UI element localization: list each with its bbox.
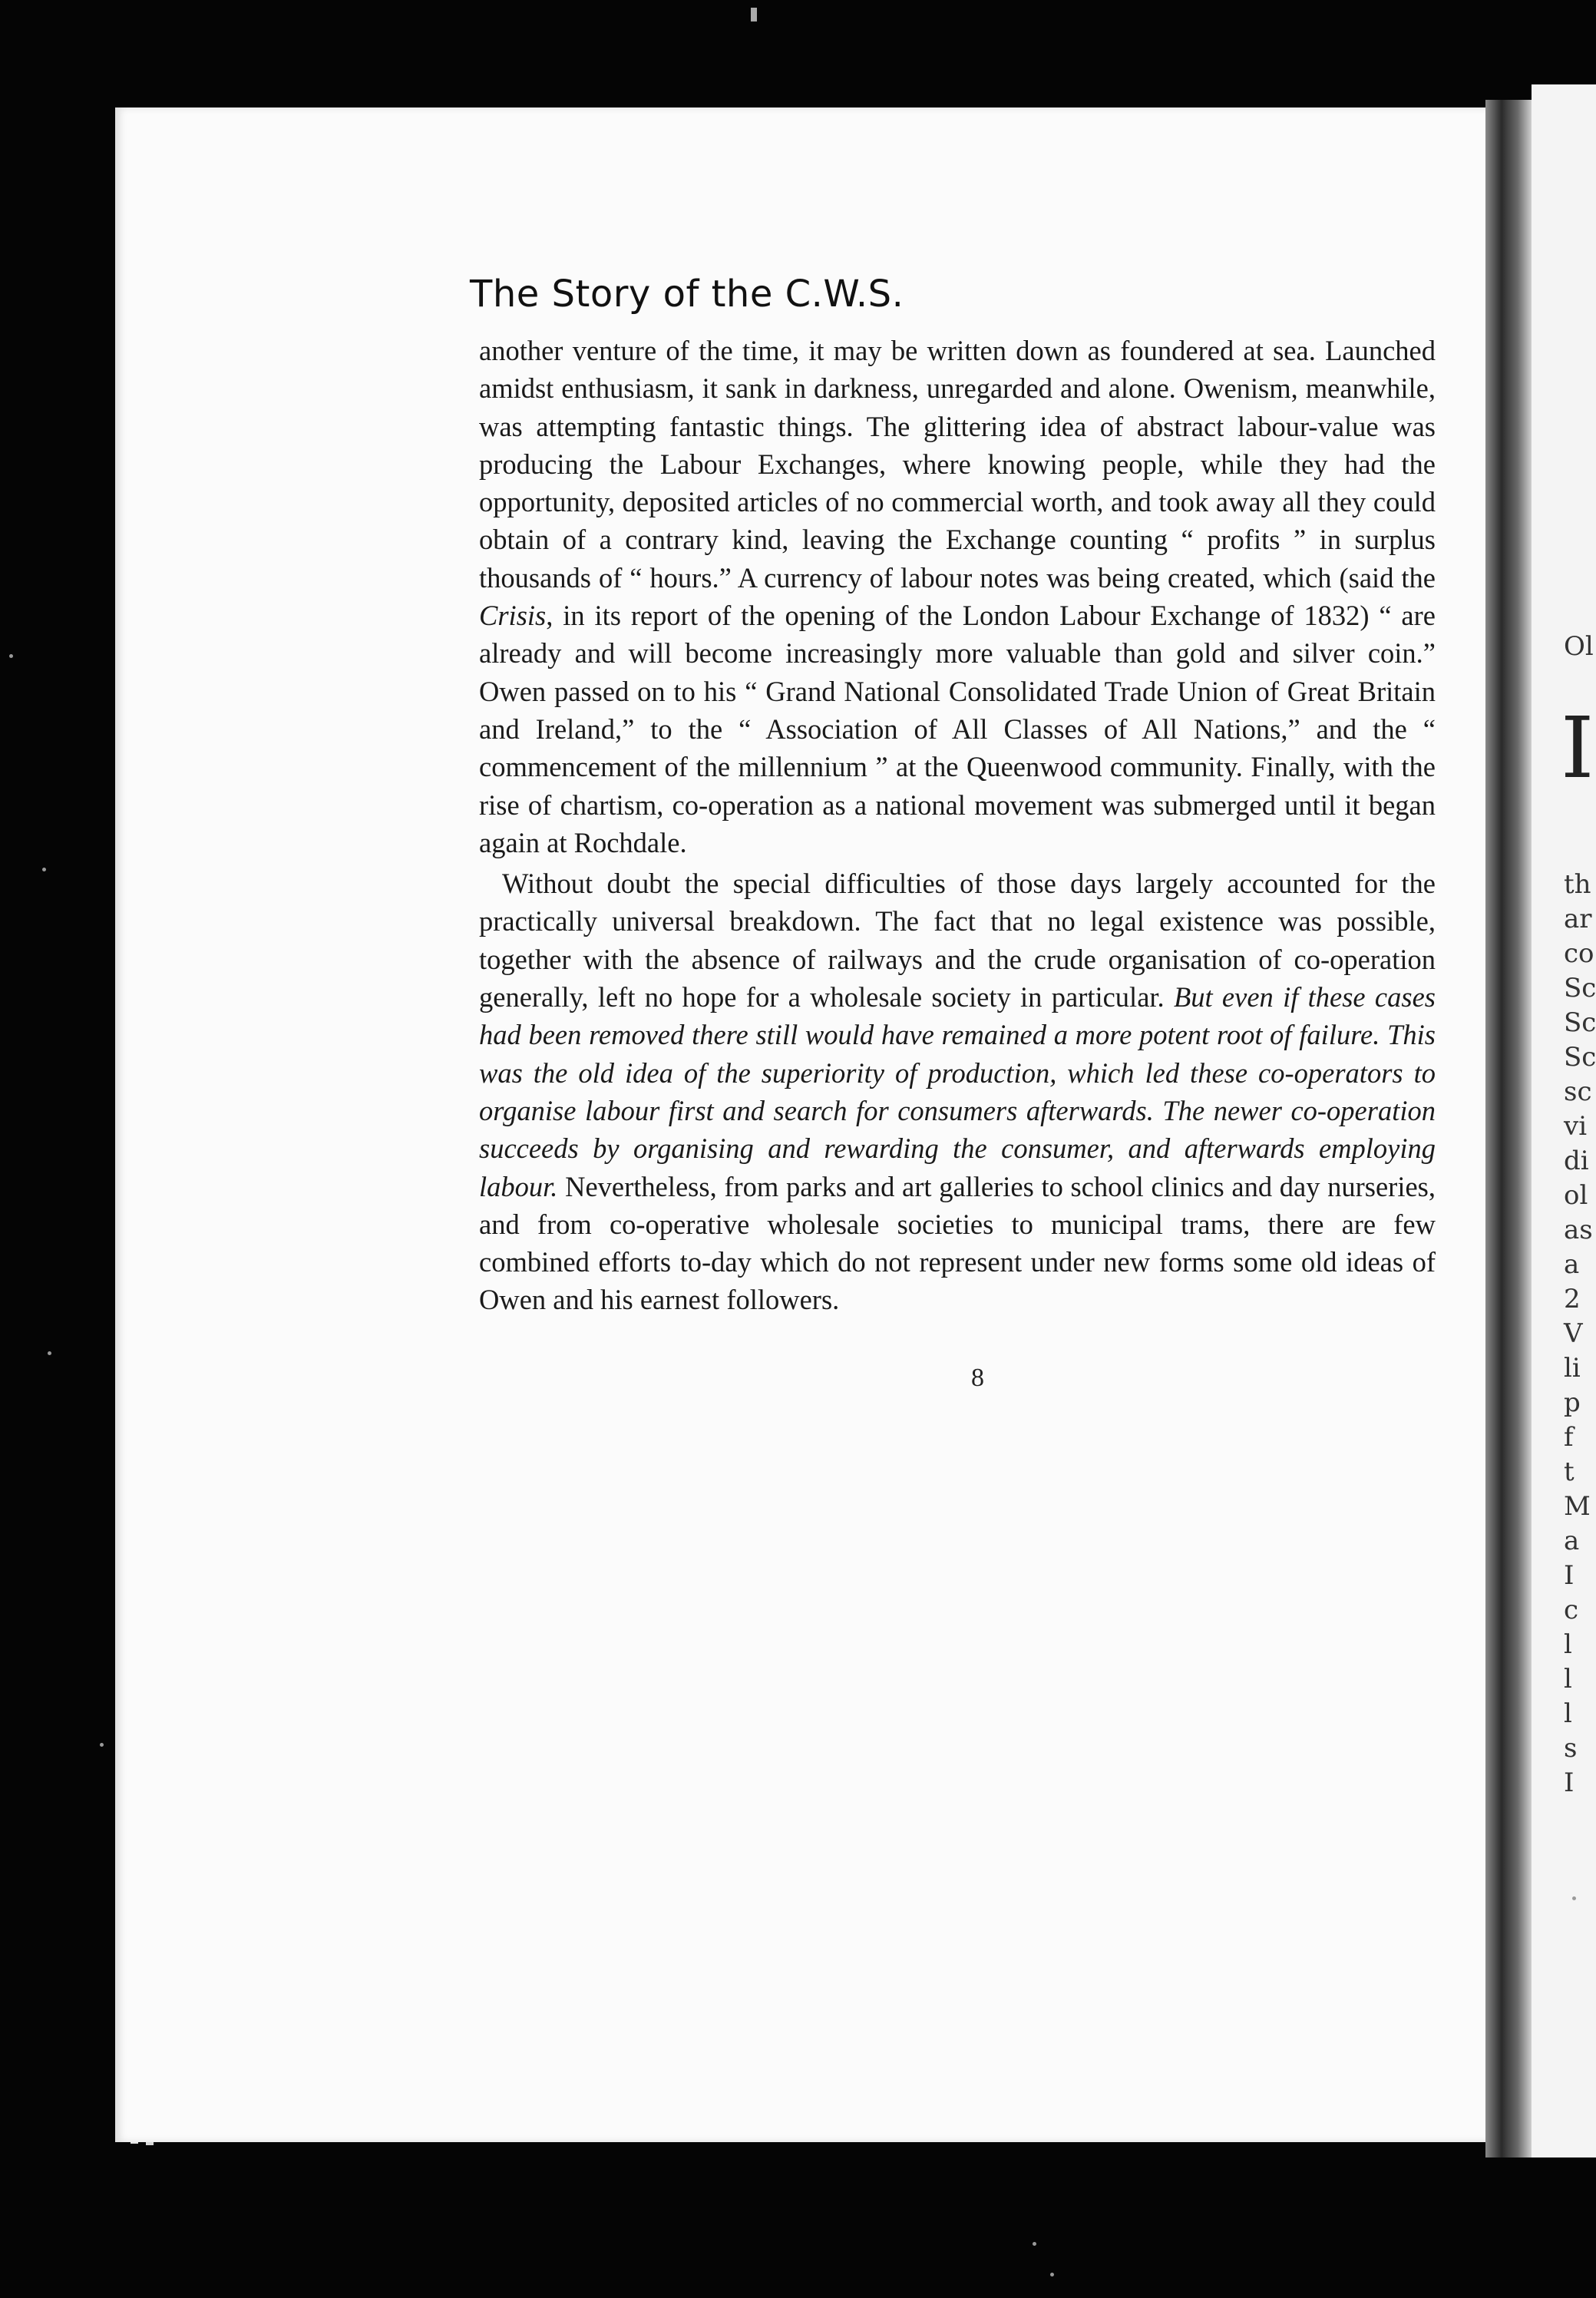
italic-text-run: But even if these cases had been removed there still would have remained a more potent root of failure. This was the old idea of the superiority of production, which led these co-operators to organise labour first and search for consumers afterwards. The newer co-operation succeeds by organising and rewarding the consumer, and afterwards employing labour.: [479, 981, 1436, 1202]
facing-line-fragment: t: [1564, 1457, 1575, 1487]
facing-line-fragment: ar: [1564, 904, 1592, 934]
facing-line-fragment: co: [1564, 938, 1594, 969]
italic-text-run: Crisis: [479, 600, 547, 632]
facing-line-fragment: Sc: [1564, 1042, 1596, 1073]
running-head: The Story of the C.W.S.: [470, 273, 904, 316]
facing-line-fragment: s: [1564, 1733, 1578, 1764]
facing-line-fragment: a: [1564, 1249, 1580, 1280]
facing-line-fragment: a: [1564, 1526, 1580, 1556]
body-text: [479, 332, 1436, 1319]
facing-line-fragment: Sc: [1564, 973, 1596, 1004]
facing-line-fragment: l: [1564, 1698, 1572, 1729]
facing-line-fragment: Sc: [1564, 1007, 1596, 1038]
text-run: Without doubt the special difficulties of those days largely accounted for the practically universal breakdown. The fact that no legal existence was possible, together with the absence of railways and the crude organisation of co-operation generally, left no hope for a wholesale society in particular.: [479, 868, 1436, 1013]
facing-line-fragment: l: [1564, 1664, 1572, 1695]
facing-line-fragment: vi: [1564, 1111, 1588, 1142]
facing-line-fragment: p: [1564, 1387, 1581, 1418]
facing-line-fragment: M: [1564, 1491, 1591, 1522]
facing-line-fragment: th: [1564, 869, 1591, 900]
page-number: 8: [971, 1364, 984, 1392]
facing-drop-initial: I: [1561, 699, 1594, 797]
text-run: , in its report of the opening of the London Labour Exchange of 1832) “ are already and will become increasingly more valuable than gold and silver coin.” Owen passed on to his “ Grand National Consolidated Trade Union of Great Britain and Ireland,” to the “ Association of All Classes of All Nations,” and the “ commencement of the millennium ” at the Queenwood community. Finally, with the rise of chartism, co-operation as a national movement was submerged until it began again at Rochdale.: [479, 600, 1436, 858]
dust-speck: [42, 868, 46, 871]
facing-line-fragment: sc: [1564, 1076, 1592, 1107]
facing-line-fragment: I: [1564, 1560, 1575, 1591]
dust-speck: [9, 654, 13, 658]
body-paragraph: [479, 332, 1436, 861]
facing-line-fragment: 2: [1564, 1284, 1581, 1314]
dust-speck: [48, 1351, 51, 1355]
facing-line-fragment: V: [1564, 1318, 1583, 1349]
book-gutter: [1485, 100, 1532, 2157]
facing-line-fragment: f: [1564, 1422, 1574, 1453]
text-run: Nevertheless, from parks and art galleries to school clinics and day nurseries, and from co-operative wholesale societies to municipal trams, there are few combined efforts to-day which do not represent under new forms some old ideas of Owen and his earnest followers.: [479, 1170, 1436, 1316]
facing-line-fragment: l: [1564, 1629, 1572, 1660]
dust-speck: [1572, 1896, 1576, 1900]
dust-speck: [1050, 2273, 1054, 2277]
dust-speck: [100, 1743, 104, 1747]
text-run: another venture of the time, it may be written down as foundered at sea. Launched amidst enthusiasm, it sank in darkness, unregarded and alone. Owenism, meanwhile, was attempting fantastic things. The glittering idea of abstract labour-value was producing the Labour Exchanges, where knowing people, while they had the opportunity, deposited articles of no commercial worth, and took away all they could obtain of a contrary kind, leaving the Exchange counting “ profits ” in surplus thousands of “ hours.” A currency of labour notes was being created, which (said the: [479, 335, 1436, 594]
body-paragraph: [479, 865, 1436, 1319]
facing-line-fragment: di: [1564, 1146, 1589, 1176]
facing-line-fragment: as: [1564, 1215, 1593, 1245]
facing-header-fragment: Ol: [1564, 631, 1594, 662]
dust-speck: [1033, 2242, 1036, 2246]
scan-mark: [751, 8, 757, 21]
facing-line-fragment: c: [1564, 1595, 1579, 1625]
facing-line-fragment: li: [1564, 1353, 1581, 1384]
facing-line-fragment: ol: [1564, 1180, 1588, 1211]
facing-page: [1532, 84, 1596, 2157]
facing-line-fragment: I: [1564, 1767, 1575, 1798]
